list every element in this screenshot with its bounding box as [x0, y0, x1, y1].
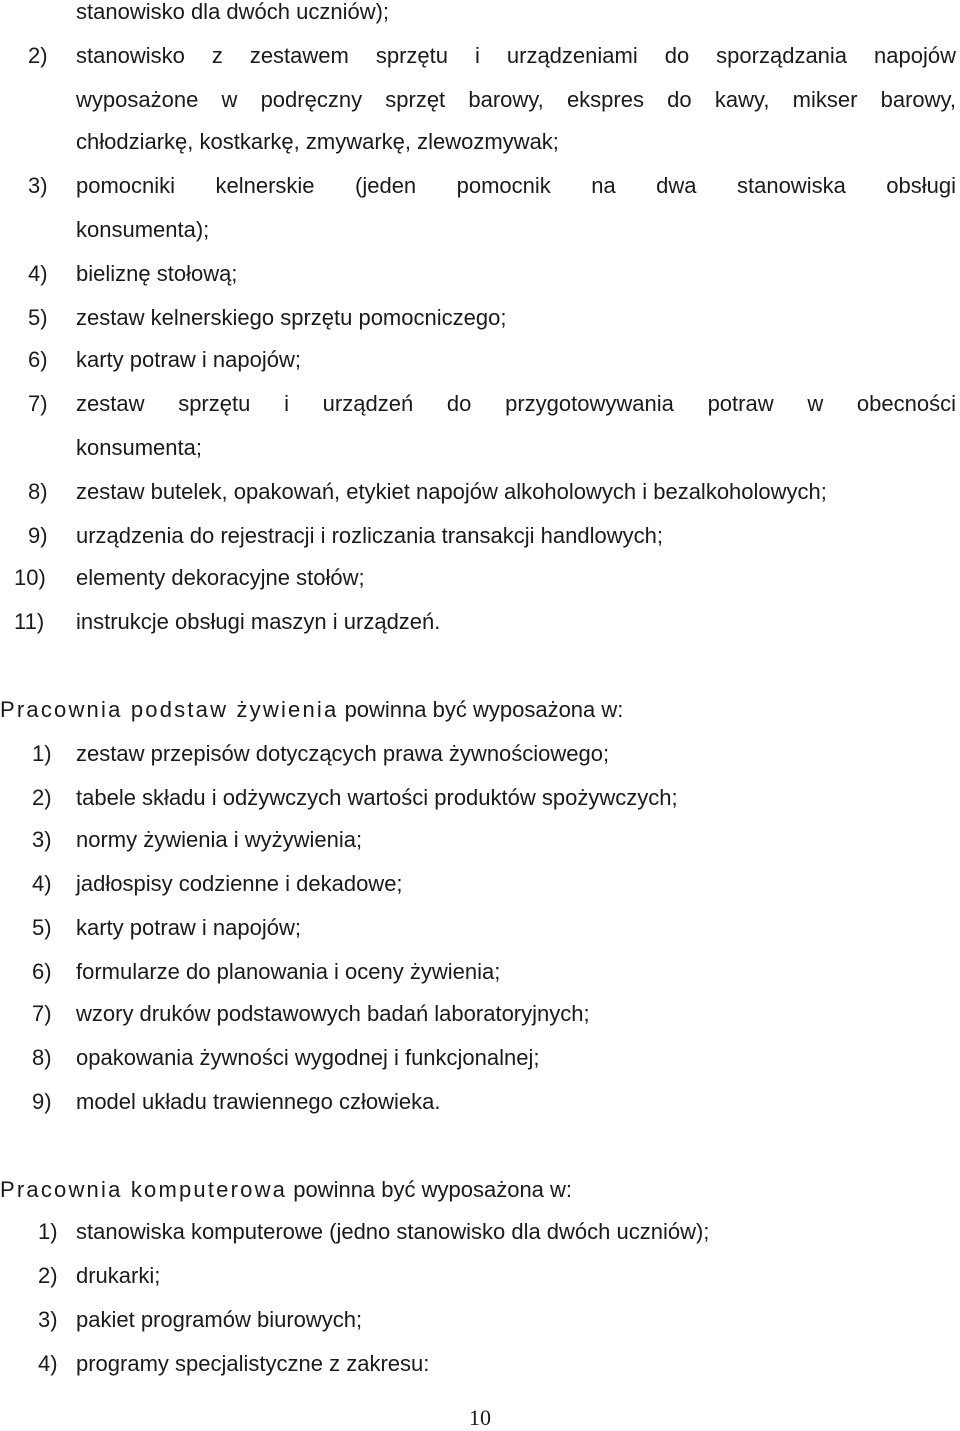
- list-item-text: formularze do planowania i oceny żywienia;: [76, 959, 501, 984]
- list-item-text: stanowisko z zestawem sprzętu i urządzeniami do sporządzania napojów: [76, 43, 956, 68]
- list-number: 6): [32, 959, 52, 984]
- section-heading-title: Pracownia podstaw żywienia: [0, 697, 339, 722]
- list-item-text: normy żywienia i wyżywienia;: [76, 827, 363, 852]
- list-item-text: chłodziarkę, kostkarkę, zmywarkę, zlewozmywak;: [76, 129, 559, 154]
- list-number: 2): [32, 785, 52, 810]
- section-heading-rest: powinna być wyposażona w:: [338, 697, 624, 722]
- list-number: 4): [28, 261, 48, 286]
- list-number: 7): [28, 391, 48, 416]
- list-item-text: bieliznę stołową;: [76, 261, 238, 286]
- list-item-text: zestaw butelek, opakowań, etykiet napojów alkoholowych i bezalkoholowych;: [76, 479, 827, 504]
- list-item-text: zestaw kelnerskiego sprzętu pomocniczego;: [76, 305, 507, 330]
- list-item-text: elementy dekoracyjne stołów;: [76, 565, 365, 590]
- list-item-text: wyposażone w podręczny sprzęt barowy, ekspres do kawy, mikser barowy,: [76, 87, 956, 112]
- list-number: 2): [38, 1263, 58, 1288]
- list-number: 11): [14, 609, 45, 634]
- list-number: 10): [14, 565, 46, 590]
- list-item-text: stanowiska komputerowe (jedno stanowisko dla dwóch uczniów);: [76, 1219, 710, 1244]
- page-number: 10: [469, 1405, 491, 1430]
- list-item-text: drukarki;: [76, 1263, 161, 1288]
- list-number: 8): [28, 479, 48, 504]
- list-number: 3): [38, 1307, 58, 1332]
- list-number: 5): [28, 305, 48, 330]
- list-item-text: karty potraw i napojów;: [76, 347, 301, 372]
- list-number: 8): [32, 1045, 52, 1070]
- list-number: 9): [32, 1089, 52, 1114]
- list-item-text: pakiet programów biurowych;: [76, 1307, 363, 1332]
- list-number: 3): [28, 173, 48, 198]
- list-item-text: jadłospisy codzienne i dekadowe;: [76, 871, 403, 896]
- list-number: 1): [32, 741, 52, 766]
- list-number: 6): [28, 347, 48, 372]
- list-number: 5): [32, 915, 52, 940]
- list-item-text: karty potraw i napojów;: [76, 915, 301, 940]
- list-item-text: instrukcje obsługi maszyn i urządzeń.: [76, 609, 441, 634]
- list-item-text: programy specjalistyczne z zakresu:: [76, 1351, 430, 1376]
- list-number: 3): [32, 827, 52, 852]
- list-item-text: pomocniki kelnerskie (jeden pomocnik na dwa stanowiska obsługi: [76, 173, 956, 198]
- list-item-text: zestaw sprzętu i urządzeń do przygotowywania potraw w obecności: [76, 391, 956, 416]
- list-number: 4): [32, 871, 52, 896]
- list-item-text: urządzenia do rejestracji i rozliczania transakcji handlowych;: [76, 523, 663, 548]
- list-item-text: tabele składu i odżywczych wartości produktów spożywczych;: [76, 785, 678, 810]
- section-heading: [0, 696, 623, 724]
- section-heading-rest: powinna być wyposażona w:: [287, 1177, 573, 1202]
- section-heading: [0, 1176, 572, 1204]
- list-number: 7): [32, 1001, 52, 1026]
- list-continuation: stanowisko dla dwóch uczniów);: [76, 0, 390, 24]
- list-item-text: wzory druków podstawowych badań laboratoryjnych;: [76, 1001, 590, 1026]
- list-item-text: model układu trawiennego człowieka.: [76, 1089, 441, 1114]
- list-number: 2): [28, 43, 48, 68]
- list-number: 4): [38, 1351, 58, 1376]
- list-item-text: zestaw przepisów dotyczących prawa żywnościowego;: [76, 741, 610, 766]
- list-item-text: konsumenta;: [76, 435, 202, 460]
- section-heading-title: Pracownia komputerowa: [0, 1177, 288, 1202]
- list-item-text: konsumenta);: [76, 217, 210, 242]
- list-number: 9): [28, 523, 48, 548]
- list-number: 1): [38, 1219, 58, 1244]
- list-item-text: opakowania żywności wygodnej i funkcjonalnej;: [76, 1045, 540, 1070]
